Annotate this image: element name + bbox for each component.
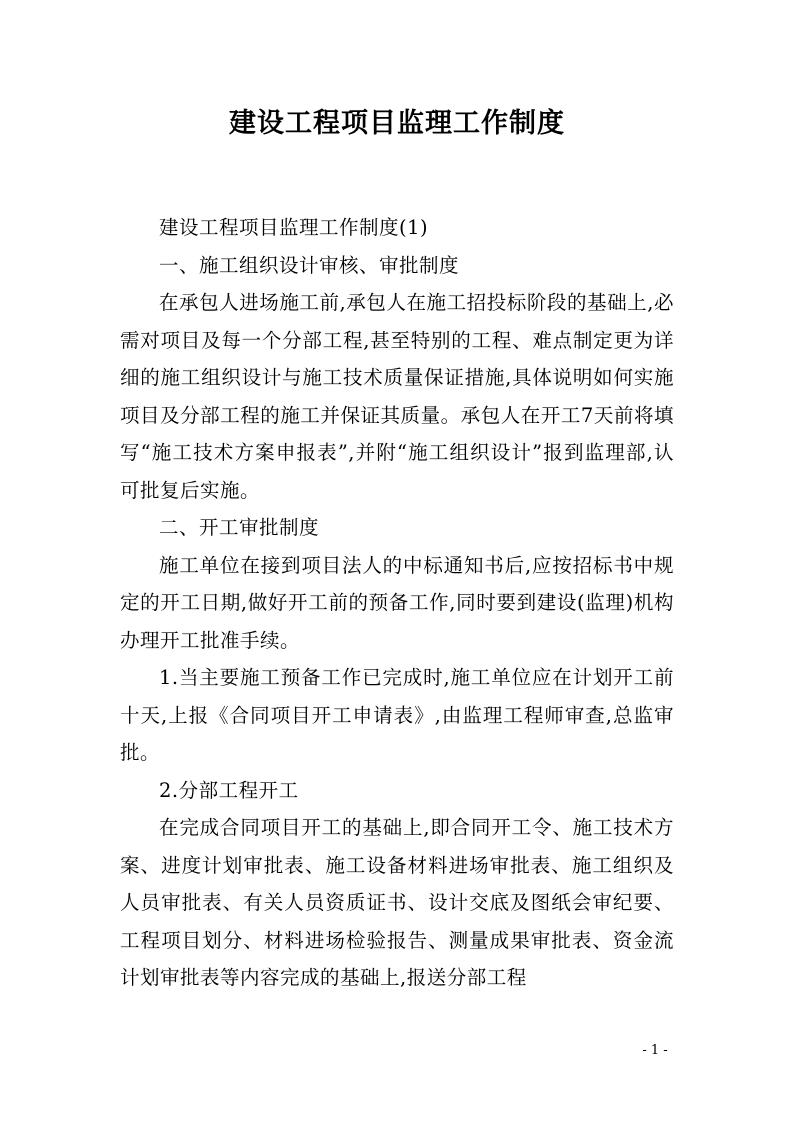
document-body — [120, 209, 674, 997]
section-heading: 二、开工审批制度 — [159, 516, 320, 539]
section-heading: 2.分部工程开工 — [159, 778, 299, 802]
document-title: 建设工程项目监理工作制度 — [229, 108, 565, 139]
body-paragraph: 1.当主要施工预备工作已完成时,施工单位应在计划开工前十天,上报《合同项目开工申请表》,由监理工程师审查,总监审批。 — [120, 666, 674, 764]
section-heading: 建设工程项目监理工作制度(1) — [159, 216, 429, 239]
body-paragraph: 在承包人进场施工前,承包人在施工招投标阶段的基础上,必需对项目及每一个分部工程,甚至特别的工程、难点制定更为详细的施工组织设计与施工技术质量保证措施,具体说明如何实施项目及分部工程的施工并保证其质量。承包人在开工7天前将填写“施工技术方案申报表”,并附“施工组织设计”报到监理部,认可批复后实施。 — [120, 291, 674, 502]
body-paragraph: 施工单位在接到项目法人的中标通知书后,应按招标书中规定的开工日期,做好开工前的预备工作,同时要到建设(监理)机构办理开工批准手续。 — [120, 553, 674, 652]
body-paragraph: 在完成合同项目开工的基础上,即合同开工令、施工技术方案、进度计划审批表、施工设备材料进场审批表、施工组织及人员审批表、有关人员资质证书、设计交底及图纸会审纪要、工程项目划分、材料进场检验报告、测量成果审批表、资金流计划审批表等内容完成的基础上,报送分部工程 — [120, 816, 674, 989]
section-heading: 一、施工组织设计审核、审批制度 — [159, 253, 460, 277]
page-number: - 1 - — [642, 1043, 668, 1058]
